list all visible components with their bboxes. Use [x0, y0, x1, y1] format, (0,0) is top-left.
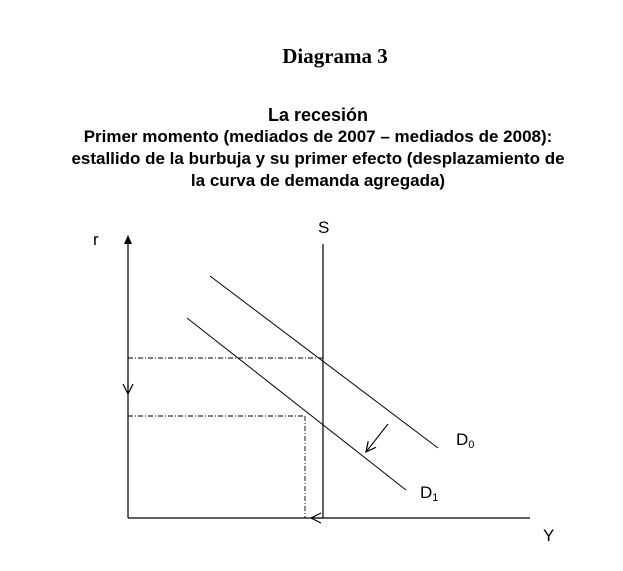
demand-curve-d0 — [210, 276, 438, 448]
demand-d0-letter: D — [456, 430, 469, 449]
axis-x-label: Y — [543, 526, 555, 545]
demand-d1-letter: D — [420, 483, 433, 502]
demand-d1-label — [420, 483, 438, 504]
axis-y-label: r — [93, 230, 99, 249]
demand-d0-subscript: 0 — [468, 439, 475, 451]
supply-label: S — [318, 218, 330, 237]
demand-curve-d1 — [187, 318, 406, 490]
diagram-number: Diagrama 3 — [282, 44, 388, 68]
figure-subtitle-line-2: estallido de la burbuja y su primer efecto (desplazamiento de — [71, 149, 565, 168]
demand-d1-subscript: 1 — [432, 492, 439, 504]
figure-subtitle-line-1: Primer momento (mediados de 2007 – mediados de 2008): — [83, 127, 553, 146]
figure-subtitle-line-3: la curva de demanda agregada) — [190, 171, 446, 190]
figure-title: La recesión — [267, 105, 369, 125]
shift-arrow — [366, 424, 388, 452]
demand-d0-label — [456, 430, 474, 451]
